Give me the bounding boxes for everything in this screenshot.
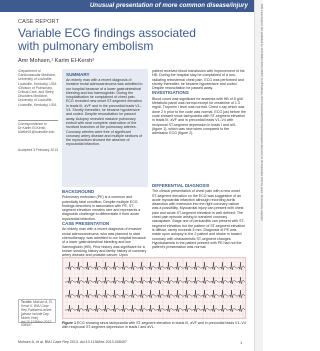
affiliations-divider <box>18 120 58 121</box>
background-text: Pulmonary embolism (PE) is a common and potentially fatal condition. Despite multiple ECG findings described in association with PE, ST-segment elevation remains rare and represents a diagnostic challenge to differentiate it from acute myocardial infarction. <box>62 195 141 221</box>
correspondence-contact[interactable]: Dr Karim El-Kersh, k0elke01@louisville.edu <box>18 126 55 135</box>
correspondence-label: Correspondence to <box>18 122 47 126</box>
correspondence <box>18 122 58 135</box>
affiliations: ¹Department of Cardiovascular Medicine, University of Louisville, Louisville, Kentucky, USA ²Division of Pulmonary, Critical Care, and Sleep Disorders Medicine, University of Louisville, Louisville, Kentucky, USA <box>18 69 57 107</box>
section-label: Unusual presentation of more common disease/injury <box>89 2 248 9</box>
accepted-date: Accepted 3 February 2013 <box>18 148 58 152</box>
abstract-text: An elderly man with a recent diagnosis of invasive rectal adenocarcinoma was admitted to our hospital because of a lower gastrointestinal bleeding and low haemoglobin. During the hospitalisation he complained of chest pain. ECG revealed new onset ST-segment elevation in leads III, aVF and in the precordial leads V1–V4. Shortly thereafter, he became hypotensive and coded. Despite resuscitation he passed away. Autopsy revealed massive pulmonary emboli with near complete obstruction of the involved branches of the pulmonary arteries. Coronary arteries were free of significant coronary artery disease and multiple sections of the myocardium showed the absence of myocardial infarction. <box>66 78 143 147</box>
abstract-heading: SUMMARY <box>66 72 90 77</box>
figure-caption-text: ECG showing sinus tachycardia with ST-segment elevation in leads III, aVF and in precordial leads V1–V4 with reciprocal ST-segment depression in leads I and aVL. <box>62 321 246 330</box>
journal-banner <box>0 0 254 12</box>
article-title: Variable ECG findings associated with pulmonary embolism <box>18 26 196 53</box>
ecg-figure <box>62 257 246 319</box>
ecg-tracing <box>63 258 247 320</box>
differential-heading: DIFFERENTIAL DIAGNOSIS <box>152 183 210 188</box>
right-continuation-text: patient received blood transfusion with improvement of his HB. During the hospital stay he complained of a non-radiating retrosternal chest pain. ECG was performed and shortly thereafter, he became hypotensive and coded. Despite resuscitation he passed away. <box>152 69 245 91</box>
figure-caption-label: Figure 1 <box>62 321 76 325</box>
sidebar-notice: BMJ Case Reports: first published as 10.1136/bcr-2013-008497 on 28 February 2013. Downloaded from http://casereports.bmj.com/ on 28 September 2021 by guest. Protected by copyright. <box>260 4 263 222</box>
background-heading: BACKGROUND <box>62 189 95 194</box>
figure-caption <box>62 321 246 330</box>
article-category: CASE REPORT <box>18 19 60 25</box>
citation-text: Mohsen A, El-Kersh K. BMJ Case Rep Published online: [please include Day Month Year] doi:10.1136/bcr-2013-008497 <box>21 300 53 328</box>
page-footer: Mohsen A, et al. BMJ Case Rep 2013. doi:10.1136/bcr-2013-008497 <box>18 340 127 344</box>
abstract-box <box>62 69 148 187</box>
investigations-text: Blood count was significant for anaemia with HB of 8 g/dl. Metabolic panel was normal except for creatinine of 1.3 mg/dl. Troponin I level was normal. Chest x-ray which was done 2 h prior to the code was normal. ECG just before the code showed sinus tachycardia with ST-segment elevation in leads III, aVF and in precordial leads V1–V4 with reciprocal ST-segment depression in leads I and aVL (figure 1), which was new when compared to the admission ECG (figure 2). <box>152 96 246 136</box>
differential-text: The clinical presentation of chest pain with a new onset ST-segment elevation on the ECG was suggestive of an acute myocardial infarction although recording aortic dissection with extension into the right coronary ostium was a possibility. Myocardial injury can present with chest pain and acute ST-segment elevation is well defined. The chest pain episode arising in transient coronary vasospasm. Stage one of pericarditis can present with ST-segment elevation but the pattern of ST-segment elevation is diffuse, rarely exceeds 5 mm. Diagnosis of PE was made upon autopsy in the 2 patient and stroke in toward coronary with characteristic ST-segment changes. Hypokalaemia in the patient present with PE had not the patient's presentation was normal. <box>152 189 246 250</box>
right-text-column-lower <box>152 183 246 260</box>
download-sidebar <box>254 0 263 351</box>
citation-label: To cite: <box>21 300 33 304</box>
case-heading: CASE PRESENTATION <box>62 221 110 227</box>
citation-box <box>18 299 56 328</box>
investigations-heading: INVESTIGATIONS <box>152 90 189 96</box>
case-text: An elderly man with a recent diagnosis of invasive rectal adenocarcinoma, who was planned to start chemotherapy, was admitted to our hospital because of a lower gastrointestinal bleeding and low haemoglobin (HB). Prior history was significant for a known smoking history and family history of coronary artery disease and prostate cancer. Upon <box>62 227 147 258</box>
right-text-column <box>152 69 246 136</box>
page-number: 1 <box>240 340 243 345</box>
author-list: Amr Mohsen,¹ Karim El-Kersh² <box>18 58 95 64</box>
